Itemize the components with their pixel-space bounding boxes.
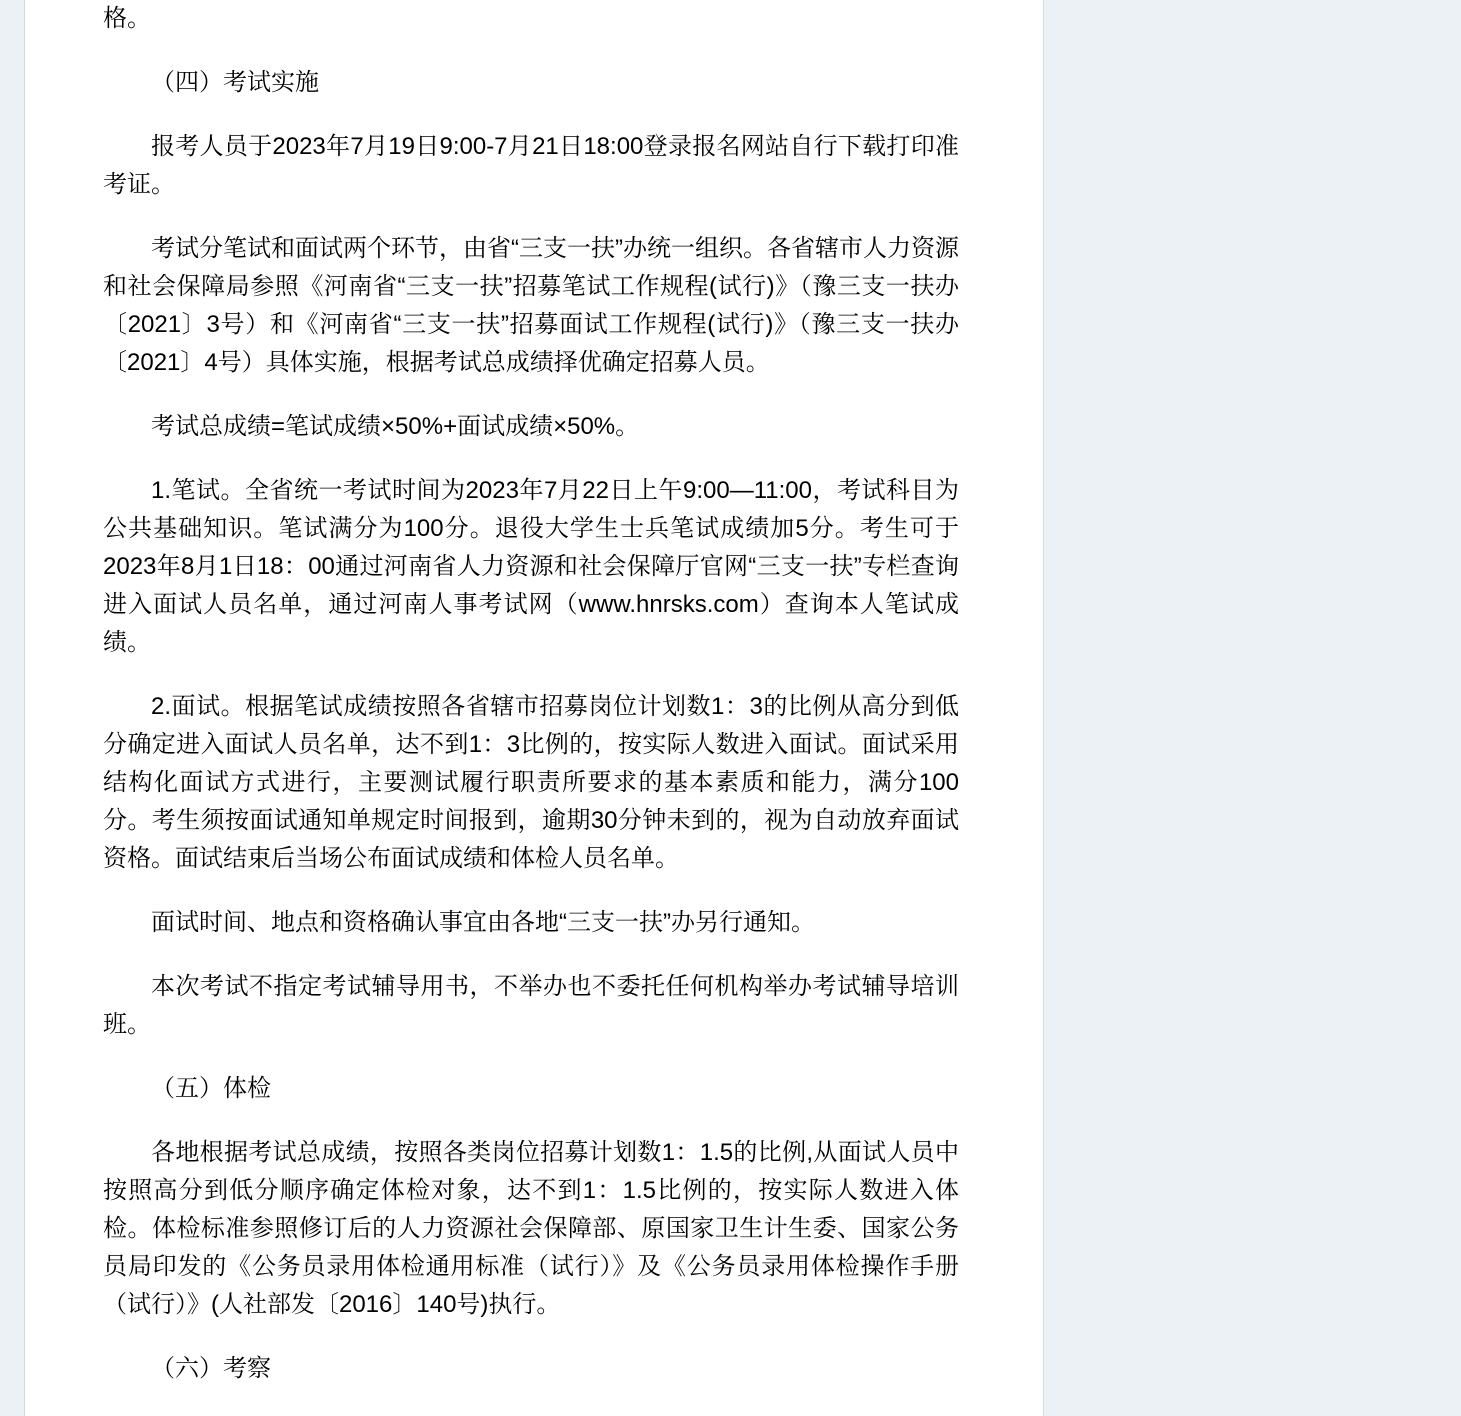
paragraph: 1.笔试。全省统一考试时间为2023年7月22日上午9:00—11:00，考试科目为公共基础知识。笔试满分为100分。退役大学生士兵笔试成绩加5分。考生可于2023年8月1日18：00通过河南省人力资源和社会保障厅官网“三支一扶”专栏查询进入面试人员名单，通过河南人事考试网（www.hnrsks.com）查询本人笔试成绩。 xyxy=(103,477,959,656)
paragraph: 2.面试。根据笔试成绩按照各省辖市招募岗位计划数1：3的比例从高分到低分确定进入面试人员名单，达不到1：3比例的，按实际人数进入面试。面试采用结构化面试方式进行，主要测试履行职责所要求的基本素质和能力，满分100分。考生须按面试通知单规定时间报到，逾期30分钟未到的，视为自动放弃面试资格。面试结束后当场公布面试成绩和体检人员名单。 xyxy=(103,693,959,872)
paragraph: （四）考试实施 xyxy=(151,69,319,96)
document-body-text xyxy=(25,0,959,1388)
paragraph: 报考人员于2023年7月19日9:00-7月21日18:00登录报名网站自行下载打印准考证。 xyxy=(103,133,959,198)
paragraph: （五）体检 xyxy=(151,1075,271,1102)
document-sheet xyxy=(24,0,1044,1416)
paragraph: 格。 xyxy=(103,5,151,32)
paragraph: （六）考察 xyxy=(151,1355,271,1382)
paragraph: 考试分笔试和面试两个环节，由省“三支一扶”办统一组织。各省辖市人力资源和社会保障局参照《河南省“三支一扶”招募笔试工作规程(试行)》（豫三支一扶办〔2021〕3号）和《河南省“三支一扶”招募面试工作规程(试行)》（豫三支一扶办〔2021〕4号）具体实施，根据考试总成绩择优确定招募人员。 xyxy=(103,235,959,376)
paragraph: 本次考试不指定考试辅导用书，不举办也不委托任何机构举办考试辅导培训班。 xyxy=(103,973,959,1038)
paragraph: 各地根据考试总成绩，按照各类岗位招募计划数1：1.5的比例,从面试人员中按照高分到低分顺序确定体检对象，达不到1：1.5比例的，按实际人数进入体检。体检标准参照修订后的人力资源社会保障部、原国家卫生计生委、国家公务员局印发的《公务员录用体检通用标准（试行）》及《公务员录用体检操作手册（试行）》(人社部发〔2016〕140号)执行。 xyxy=(103,1139,959,1318)
paragraph: 考试总成绩=笔试成绩×50%+面试成绩×50%。 xyxy=(151,413,640,440)
paragraph: 面试时间、地点和资格确认事宜由各地“三支一扶”办另行通知。 xyxy=(151,909,815,936)
